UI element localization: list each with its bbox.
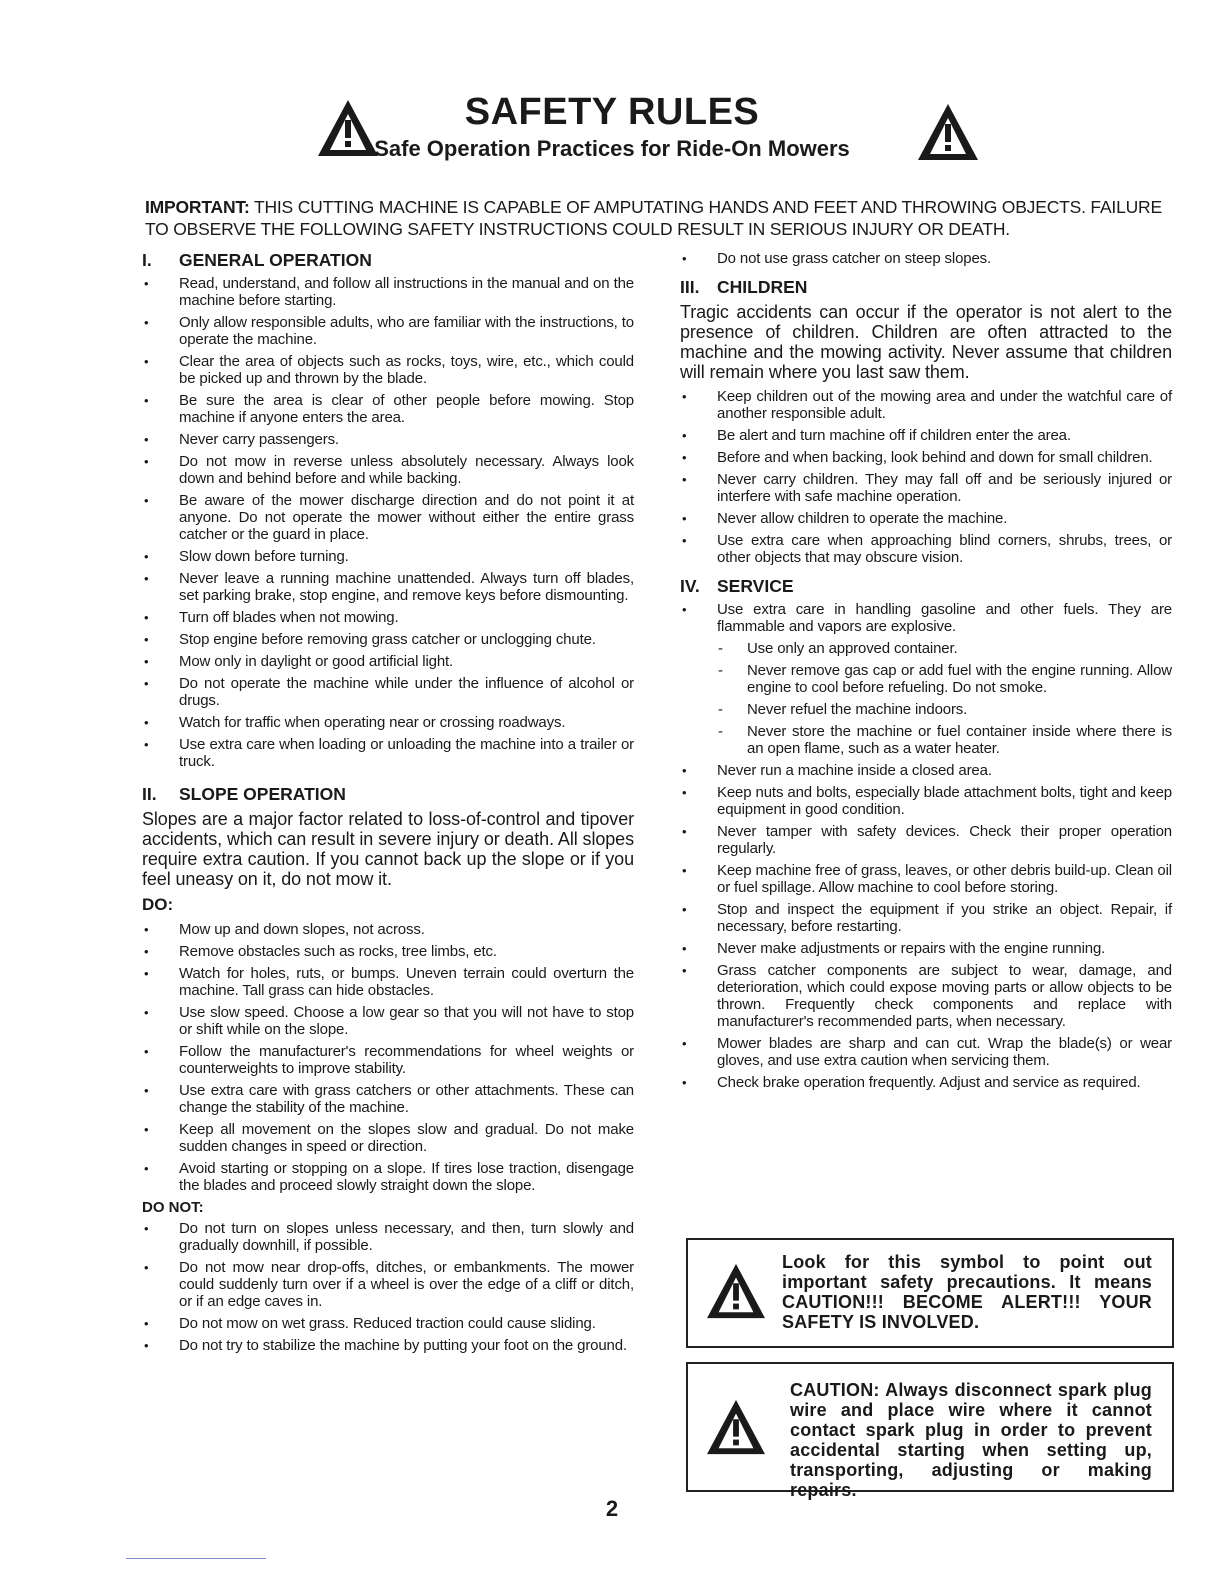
list-item: • Avoid starting or stopping on a slope. If tires lose traction, disengage the blades and proceed slowly straight down the slope. [142,1160,634,1194]
page-title: SAFETY RULES [464,91,760,133]
list-item: • Keep all movement on the slopes slow and gradual. Do not make sudden changes in speed or direction. [142,1121,634,1155]
list-item: • Use extra care in handling gasoline and other fuels. They are flammable and vapors are explosive. [680,601,1172,635]
list-item: • Do not operate the machine while under the influence of alcohol or drugs. [142,675,634,709]
list-item: • Do not mow on wet grass. Reduced traction could cause sliding. [142,1315,634,1332]
service-list [680,601,1172,1091]
list-item: • Follow the manufacturer's recommendations for wheel weights or counterweights to improve stability. [142,1043,634,1077]
list-item: • Watch for holes, ruts, or bumps. Uneven terrain could overturn the machine. Tall grass can hide obstacles. [142,965,634,999]
list-item: • Turn off blades when not mowing. [142,609,634,626]
list-item: • Only allow responsible adults, who are familiar with the instructions, to operate the machine. [142,314,634,348]
list-item: • Keep machine free of grass, leaves, or other debris build-up. Clean oil or fuel spillage. Allow machine to cool before storing. [680,862,1172,896]
page-header [0,92,1224,172]
sub-list-item: - Never store the machine or fuel container inside where there is an open flame, such as a water heater. [680,723,1172,757]
slope-intro: Slopes are a major factor related to loss-of-control and tipover accidents, which can result in severe injury or death. All slopes require extra caution. If you cannot back up the slope or if you feel uneasy on it, do not mow it. [142,809,634,889]
section-general-heading: I. GENERAL OPERATION [142,250,372,270]
warning-triangle-icon [916,102,980,162]
list-item: • Watch for traffic when operating near or crossing roadways. [142,714,634,731]
sub-list-item: - Use only an approved container. [680,640,1172,657]
warning-triangle-icon [704,1398,768,1456]
caution-box [686,1362,1174,1500]
list-item: • Slow down before turning. [142,548,634,565]
list-item: • Do not mow in reverse unless absolutely necessary. Always look down and behind before and while backing. [142,453,634,487]
list-item: • Never carry children. They may fall off and be seriously injured or interfere with safe machine operation. [680,471,1172,505]
list-item: • Never tamper with safety devices. Check their proper operation regularly. [680,823,1172,857]
list-item: • Check brake operation frequently. Adjust and service as required. [680,1074,1172,1091]
list-item: • Read, understand, and follow all instructions in the manual and on the machine before starting. [142,275,634,309]
list-item: • Use slow speed. Choose a low gear so that you will not have to stop or shift while on the slope. [142,1004,634,1038]
do-heading: DO: [142,895,174,914]
list-item: • Stop and inspect the equipment if you strike an object. Repair, if necessary, before restarting. [680,901,1172,935]
list-item: • Before and when backing, look behind and down for small children. [680,449,1172,466]
list-item: • Mow only in daylight or good artificial light. [142,653,634,670]
do-not-list [142,1220,634,1354]
list-item: • Be sure the area is clear of other people before mowing. Stop machine if anyone enters the area. [142,392,634,426]
do-list [142,921,634,1194]
symbol-notice-text: Look for this symbol to point out important safety precautions. It means CAUTION!!! BECOME ALERT!!! YOUR SAFETY IS INVOLVED. [782,1252,1152,1332]
symbol-notice-box [686,1238,1174,1348]
do-not-list-continued [680,250,1172,267]
page-subtitle: Safe Operation Practices for Ride-On Mowers [374,136,850,161]
list-item: • Do not turn on slopes unless necessary, and then, turn slowly and gradually downhill, if possible. [142,1220,634,1254]
general-list [142,275,634,770]
section-service-heading: IV. SERVICE [680,576,794,596]
children-intro: Tragic accidents can occur if the operator is not alert to the presence of children. Children are often attracted to the machine and the mowing activity. Never assume that children will remain where you last saw them. [680,302,1172,382]
list-item: • Do not use grass catcher on steep slopes. [680,250,1172,267]
list-item: • Use extra care when approaching blind corners, shrubs, trees, or other objects that may obscure vision. [680,532,1172,566]
do-not-heading: DO NOT: [142,1199,204,1216]
page-number: 2 [605,1496,619,1521]
children-list [680,388,1172,566]
list-item: • Mow up and down slopes, not across. [142,921,634,938]
list-item: • Do not try to stabilize the machine by putting your foot on the ground. [142,1337,634,1354]
list-item: • Remove obstacles such as rocks, tree limbs, etc. [142,943,634,960]
right-column [680,250,1172,1096]
important-notice [145,196,1185,240]
list-item: • Grass catcher components are subject to wear, damage, and deterioration, which could expose moving parts or allow objects to be thrown. Frequently check components and replace with manufacturer's recommended parts, when necessary. [680,962,1172,1030]
warning-triangle-icon [704,1262,768,1320]
important-label: IMPORTANT: [145,197,250,217]
list-item: • Mower blades are sharp and can cut. Wrap the blade(s) or wear gloves, and use extra caution when servicing them. [680,1035,1172,1069]
list-item: • Use extra care with grass catchers or other attachments. These can change the stability of the machine. [142,1082,634,1116]
section-slope-heading: II. SLOPE OPERATION [142,784,346,804]
list-item: • Do not mow near drop-offs, ditches, or embankments. The mower could suddenly turn over if a wheel is over the edge of a cliff or ditch, or if an edge caves in. [142,1259,634,1310]
left-column [142,250,634,1359]
list-item: • Clear the area of objects such as rocks, toys, wire, etc., which could be picked up and thrown by the blade. [142,353,634,387]
list-item: • Be alert and turn machine off if children enter the area. [680,427,1172,444]
sub-list-item: - Never refuel the machine indoors. [680,701,1172,718]
caution-text: CAUTION: Always disconnect spark plug wire and place wire where it cannot contact spark plug in order to prevent accidental starting when setting up, transporting, adjusting or making repairs. [790,1380,1152,1500]
footer-rule [126,1558,266,1559]
list-item: • Keep nuts and bolts, especially blade attachment bolts, tight and keep equipment in good condition. [680,784,1172,818]
list-item: • Keep children out of the mowing area and under the watchful care of another responsible adult. [680,388,1172,422]
list-item: • Never make adjustments or repairs with the engine running. [680,940,1172,957]
sub-list-item: - Never remove gas cap or add fuel with the engine running. Allow engine to cool before refueling. Do not smoke. [680,662,1172,696]
list-item: • Never leave a running machine unattended. Always turn off blades, set parking brake, stop engine, and remove keys before dismounting. [142,570,634,604]
list-item: • Never allow children to operate the machine. [680,510,1172,527]
list-item: • Never carry passengers. [142,431,634,448]
list-item: • Never run a machine inside a closed area. [680,762,1172,779]
section-children-heading: III. CHILDREN [680,277,808,297]
important-text: THIS CUTTING MACHINE IS CAPABLE OF AMPUTATING HANDS AND FEET AND THROWING OBJECTS. FAILURE TO OBSERVE THE FOLLOWING SAFETY INSTRUCTIONS COULD RESULT IN SERIOUS INJURY OR DEATH. [145,197,1162,239]
list-item: • Use extra care when loading or unloading the machine into a trailer or truck. [142,736,634,770]
list-item: • Be aware of the mower discharge direction and do not point it at anyone. Do not operate the mower without either the entire grass catcher or the guard in place. [142,492,634,543]
list-item: • Stop engine before removing grass catcher or unclogging chute. [142,631,634,648]
